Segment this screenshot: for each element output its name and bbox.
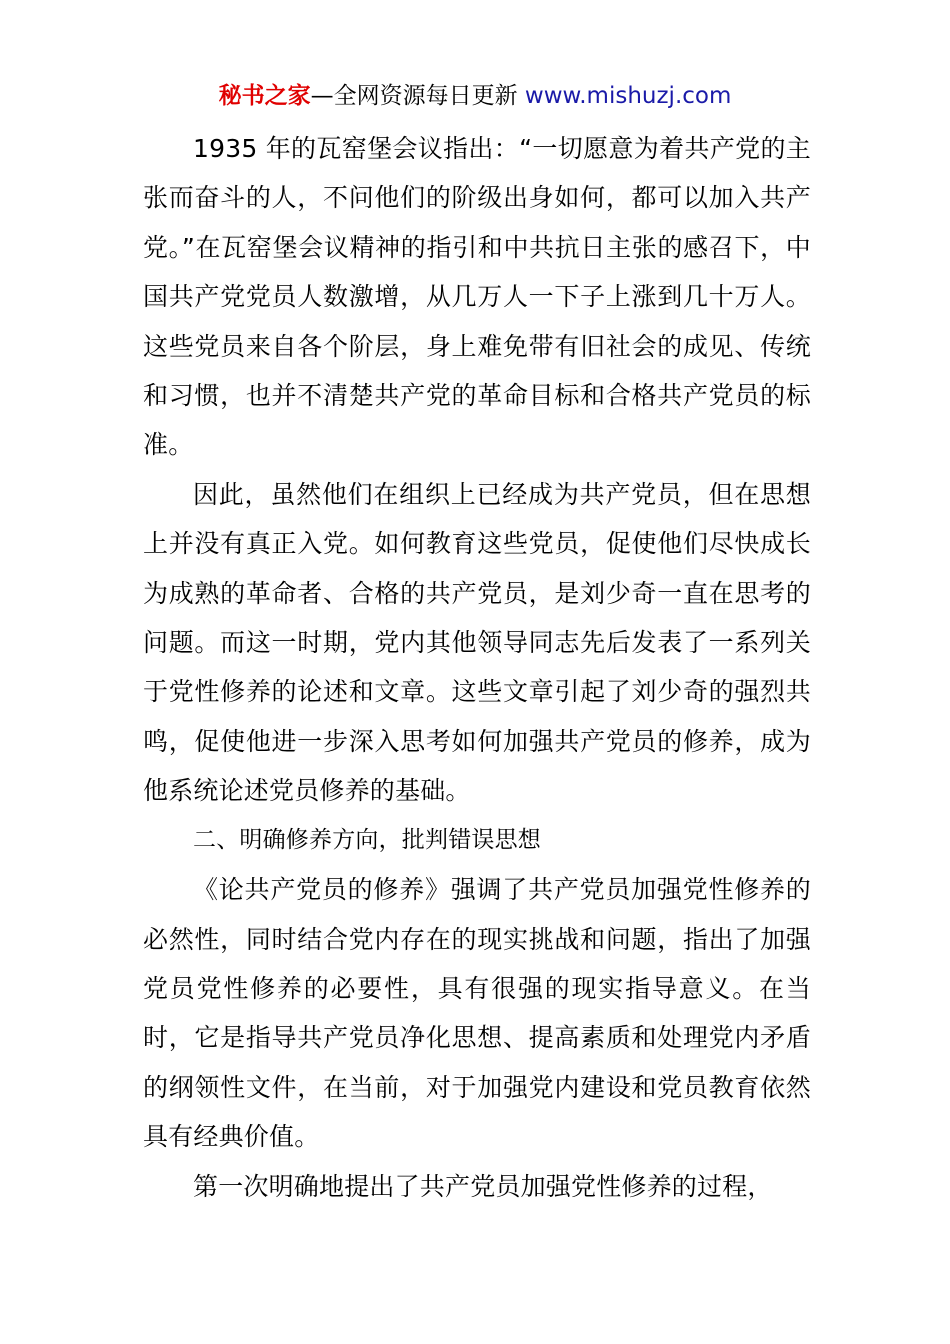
document-body — [143, 124, 811, 1211]
section-heading: 二、明确修养方向，批判错误思想 — [193, 826, 541, 853]
paragraph-2: 因此，虽然他们在组织上已经成为共产党员，但在思想上并没有真正入党。如何教育这些党员，促使他们尽快成长为成熟的革命者、合格的共产党员，是刘少奇一直在思考的问题。而这一时期，党内其他领导同志先后发表了一系列关于党性修养的论述和文章。这些文章引起了刘少奇的强烈共鸣，促使他进一步深入思考如何加强共产党员的修养，成为他系统论述党员修养的基础。 — [143, 479, 811, 806]
header-brand: 秘书之家 — [218, 83, 311, 109]
header-tagline: —全网资源每日更新 — [310, 83, 525, 109]
paragraph-4: 第一次明确地提出了共产党员加强党性修养的过程， — [193, 1171, 773, 1201]
paragraph-1: 1935 年的瓦窑堡会议指出：“一切愿意为着共产党的主张而奋斗的人，不问他们的阶级出身如何，都可以加入共产党。”在瓦窑堡会议精神的指引和中共抗日主张的感召下，中国共产党党员人数激增，从几万人一下子上涨到几十万人。这些党员来自各个阶层，身上难免带有旧社会的成见、传统和习惯，也并不清楚共产党的革命目标和合格共产党员的标准。 — [143, 134, 811, 460]
page-header — [0, 80, 950, 112]
paragraph-3: 《论共产党员的修养》强调了共产党员加强党性修养的必然性，同时结合党内存在的现实挑战和问题，指出了加强党员党性修养的必要性，具有很强的现实指导意义。在当时，它是指导共产党员净化思想、提高素质和处理党内矛盾的纲领性文件，在当前，对于加强党内建设和党员教育依然具有经典价值。 — [143, 875, 811, 1152]
header-url-link[interactable]: www.mishuzj.com — [524, 83, 732, 109]
